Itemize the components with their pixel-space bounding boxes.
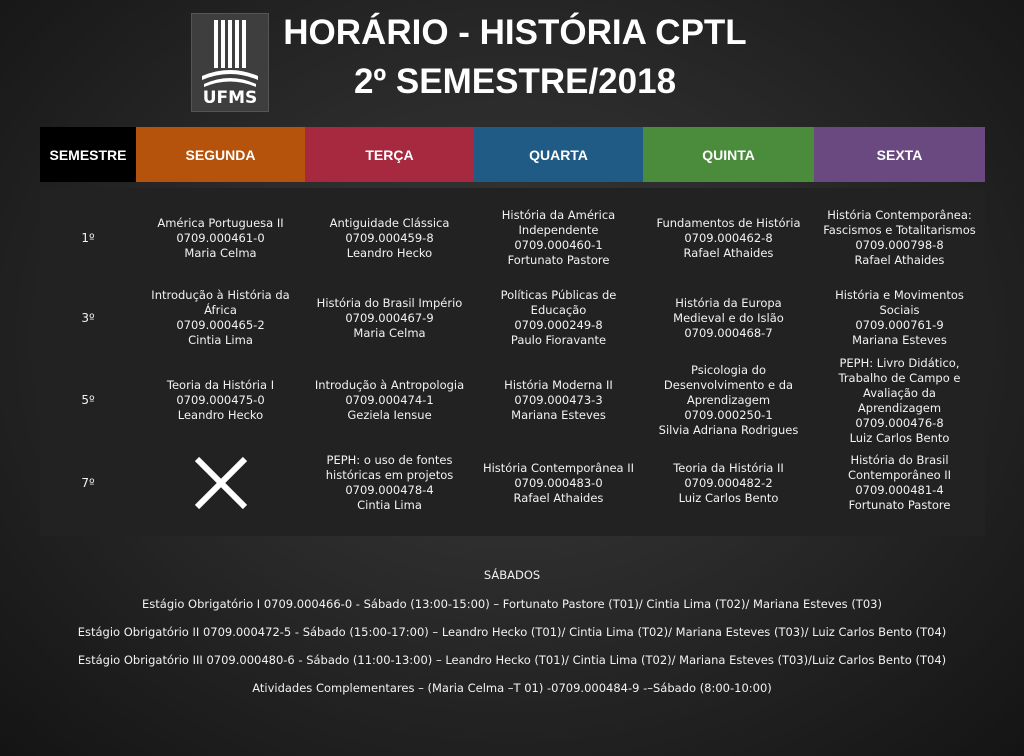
course-line: Fundamentos de História	[656, 215, 801, 230]
course-cell-sexta	[814, 196, 985, 280]
page-title: HORÁRIO - HISTÓRIA CPTL	[283, 13, 747, 52]
course-line: Geziela Iensue	[347, 408, 432, 422]
empty-slot-cell	[136, 445, 305, 521]
course-line: Leandro Hecko	[177, 408, 264, 422]
course-line: Maria Celma	[353, 325, 426, 340]
course-line: Psicologia do	[690, 363, 767, 377]
course-line: 0709.000482-2	[684, 475, 773, 490]
course-line: História da Europa	[675, 295, 782, 310]
course-line: História Contemporânea II	[482, 460, 635, 475]
course-line: Mariana Esteves	[852, 333, 947, 347]
sabados-line-3: Estágio Obrigatório III 0709.000480-6 - Sábado (11:00-13:00) – Leandro Hecko (T01)/ Cintia Lima (T02)/ Mariana Esteves (T03)/Luiz Carlos Bento (T04)	[77, 653, 947, 667]
course-line: PEPH: o uso de fontes	[326, 453, 453, 467]
sabados-line-4: Atividades Complementares – (Maria Celma –T 01) -0709.000484-9 -–Sábado (8:00-10:00)	[252, 681, 772, 695]
course-cell-sexta	[814, 445, 985, 521]
course-line: 0709.000474-1	[345, 393, 434, 407]
course-line: Fortunato Pastore	[507, 253, 610, 267]
course-line: Sociais	[879, 303, 920, 317]
course-line: Silvia Adriana Rodrigues	[658, 423, 799, 437]
course-line: História Contemporânea:	[827, 208, 972, 222]
course-line: Leandro Hecko	[346, 245, 433, 260]
course-line: Paulo Fioravante	[510, 333, 607, 347]
course-cell-segunda	[136, 280, 305, 356]
course-line: História do Brasil	[850, 453, 949, 467]
course-line: 0709.000465-2	[176, 318, 265, 332]
semester-label: 5º	[81, 393, 95, 407]
course-line: Introdução à Antropologia	[314, 378, 465, 392]
course-cell-quinta	[643, 356, 814, 445]
course-line: 0709.000761-9	[855, 318, 944, 332]
sabados-title: SÁBADOS	[483, 568, 541, 582]
course-cell-segunda	[136, 196, 305, 280]
course-line: Cintia Lima	[188, 333, 253, 347]
course-line: Luiz Carlos Bento	[678, 490, 779, 505]
course-line: 0709.000467-9	[345, 310, 434, 325]
course-line: Maria Celma	[184, 245, 257, 260]
course-line: História do Brasil Império	[316, 295, 463, 310]
header-segunda: SEGUNDA	[136, 127, 305, 182]
header-quarta: QUARTA	[474, 127, 643, 182]
course-line: Aprendizagem	[857, 400, 942, 415]
logo-text: UFMS	[202, 88, 258, 108]
course-line: Fortunato Pastore	[848, 498, 951, 512]
course-cell-sexta	[814, 356, 985, 445]
course-line: Fascismos e Totalitarismos	[823, 223, 976, 237]
page-subtitle: 2º SEMESTRE/2018	[353, 62, 677, 101]
course-line: Teoria da História I	[166, 378, 275, 392]
semester-label: 3º	[81, 310, 95, 325]
course-cell-segunda	[136, 356, 305, 445]
course-cell-quinta	[643, 196, 814, 280]
course-line: 0709.000250-1	[684, 408, 773, 422]
sabados-line-1: Estágio Obrigatório I 0709.000466-0 - Sábado (13:00-15:00) – Fortunato Pastore (T01)/ Cintia Lima (T02)/ Mariana Esteves (T03)	[142, 597, 882, 611]
course-line: 0709.000460-1	[514, 238, 603, 252]
course-line: América Portuguesa II	[157, 215, 284, 230]
course-line: Desenvolvimento e da	[663, 378, 794, 392]
course-line: PEPH: Livro Didático,	[839, 355, 960, 370]
header-semestre: SEMESTRE	[40, 127, 136, 182]
course-line: Antiguidade Clássica	[329, 215, 450, 230]
sabados-line-2: Estágio Obrigatório II 0709.000472-5 - Sábado (15:00-17:00) – Leandro Hecko (T01)/ Cintia Lima (T02)/ Mariana Esteves (T03)/ Luiz Carlos Bento (T04)	[77, 625, 947, 639]
course-line: 0709.000473-3	[514, 393, 603, 407]
course-line: África	[204, 303, 237, 317]
schedule-table	[40, 188, 985, 536]
course-line: Educação	[530, 303, 587, 317]
course-line: históricas em projetos	[325, 468, 454, 482]
course-line: 0709.000468-7	[684, 325, 773, 340]
course-line: Medieval e do Islão	[673, 310, 784, 325]
course-cell-quarta	[474, 356, 643, 445]
course-line: Trabalho de Campo e	[838, 370, 961, 385]
header-terca: TERÇA	[305, 127, 474, 182]
course-line: Contemporâneo II	[847, 468, 952, 482]
header-sexta: SEXTA	[814, 127, 985, 182]
course-cell-terca	[305, 280, 474, 356]
course-line: Políticas Públicas de	[500, 288, 617, 302]
course-line: História Moderna II	[504, 378, 613, 392]
semester-label: 1º	[81, 230, 95, 245]
course-line: Independente	[518, 223, 599, 237]
course-cell-quinta	[643, 280, 814, 356]
course-line: História e Movimentos	[835, 288, 964, 302]
course-line: Rafael Athaides	[513, 490, 604, 505]
course-line: 0709.000476-8	[855, 415, 944, 430]
course-cell-terca	[305, 356, 474, 445]
course-line: Aprendizagem	[686, 393, 771, 407]
course-line: 0709.000478-4	[345, 483, 434, 497]
course-cell-terca	[305, 196, 474, 280]
course-line: Mariana Esteves	[511, 408, 606, 422]
course-cell-quinta	[643, 445, 814, 521]
course-cell-sexta	[814, 280, 985, 356]
course-line: Avaliação da	[863, 385, 936, 400]
course-line: Luiz Carlos Bento	[849, 430, 950, 445]
semester-label: 7º	[81, 475, 95, 490]
schedule-header	[40, 127, 985, 182]
course-line: 0709.000459-8	[345, 230, 434, 245]
course-cell-quarta	[474, 280, 643, 356]
course-line: 0709.000798-8	[855, 238, 944, 252]
course-line: Introdução à História da	[151, 288, 290, 302]
course-cell-quarta	[474, 445, 643, 521]
header-quinta: QUINTA	[643, 127, 814, 182]
course-line: 0709.000461-0	[176, 230, 265, 245]
course-line: 0709.000475-0	[176, 393, 265, 407]
cross-icon	[193, 455, 249, 511]
course-line: 0709.000483-0	[514, 475, 603, 490]
course-cell-terca	[305, 445, 474, 521]
course-cell-quarta	[474, 196, 643, 280]
course-line: Rafael Athaides	[854, 253, 945, 267]
course-line: 0709.000462-8	[684, 230, 773, 245]
course-line: 0709.000481-4	[855, 483, 944, 497]
course-line: Teoria da História II	[673, 460, 784, 475]
course-line: Cintia Lima	[357, 498, 422, 512]
course-line: Rafael Athaides	[683, 245, 774, 260]
course-line: 0709.000249-8	[514, 318, 603, 332]
course-line: História da América	[501, 208, 616, 222]
